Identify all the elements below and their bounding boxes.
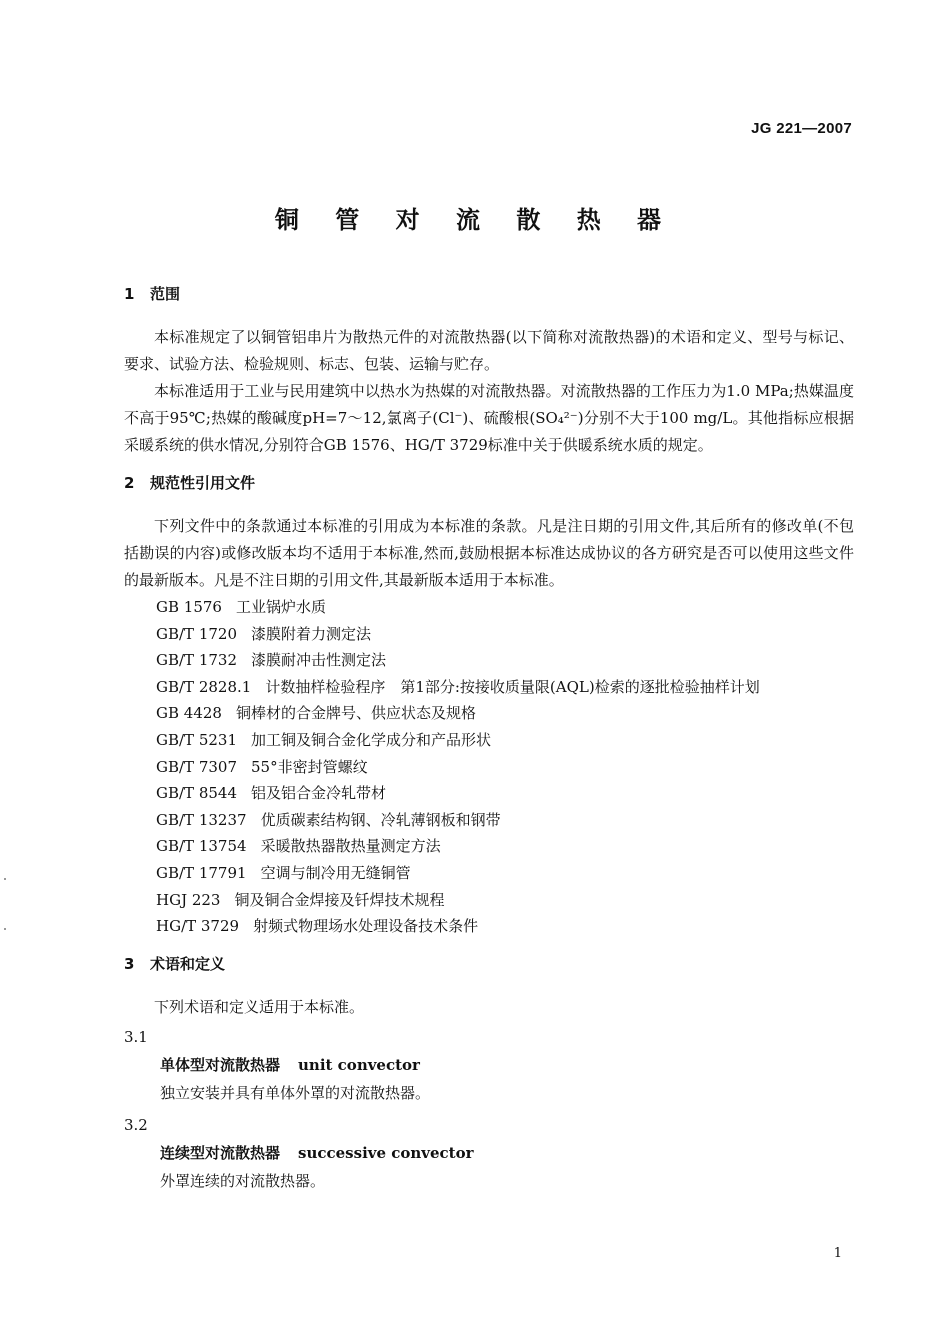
term-en: successive convector [298, 1143, 474, 1162]
reference-code: GB/T 1720 [156, 624, 238, 643]
clause-number: 3.2 [124, 1115, 148, 1134]
term-en: unit convector [298, 1055, 420, 1074]
reference-name: 55°非密封管螺纹 [251, 757, 368, 776]
document-body [124, 284, 854, 1191]
reference-name: 铜棒材的合金牌号、供应状态及规格 [235, 704, 476, 723]
reference-item [124, 754, 854, 781]
reference-code: GB/T 7307 [156, 757, 238, 776]
section-number: 3 [124, 954, 135, 973]
reference-code: GB/T 1732 [156, 651, 238, 670]
reference-code: GB/T 5231 [156, 730, 238, 749]
reference-name: 优质碳素结构钢、冷轧薄钢板和钢带 [260, 810, 501, 829]
reference-code: HG/T 3729 [156, 917, 240, 936]
reference-name: 射频式物理场水处理设备技术条件 [253, 917, 479, 936]
reference-code: GB 1576 [156, 598, 222, 616]
reference-name: 空调与制冷用无缝铜管 [260, 863, 411, 882]
section-number: 2 [124, 474, 135, 492]
reference-code: HGJ 223 [156, 890, 221, 909]
reference-name: 计数抽样检验程序 第1部分:按接收质量限(AQL)检索的逐批检验抽样计划 [265, 677, 760, 696]
paragraph: 本标准适用于工业与民用建筑中以热水为热媒的对流散热器。对流散热器的工作压力为1.0 MPa;热媒温度不高于95℃;热媒的酸碱度pH=7～12,氯离子(Cl⁻)、硫酸根(SO₄²⁻)分别不大于100 mg/L。其他指标应根据采暖系统的供水情况,分别符合GB 1576、HG/T 3729标准中关于供暖系统水质的规定。 [124, 382, 854, 454]
scan-speck [4, 878, 6, 880]
term-zh: 连续型对流散热器 [160, 1143, 281, 1162]
reference-name: 漆膜附着力测定法 [251, 624, 372, 643]
paragraph: 下列文件中的条款通过本标准的引用成为本标准的条款。凡是注日期的引用文件,其后所有的修改单(不包括勘误的内容)或修改版本均不适用于本标准,然而,鼓励根据本标准达成协议的各方研究是否可以使用这些文件的最新版本。凡是不注日期的引用文件,其最新版本适用于本标准。 [124, 517, 854, 589]
reference-item [124, 700, 854, 727]
term-definition: 外罩连续的对流散热器。 [160, 1171, 326, 1190]
section-title: 范围 [150, 285, 181, 303]
clause-number: 3.1 [124, 1027, 148, 1046]
term-definition: 独立安装并具有单体外罩的对流散热器。 [160, 1083, 431, 1102]
reference-item [124, 807, 854, 834]
reference-name: 工业锅炉水质 [235, 598, 326, 616]
reference-item [124, 727, 854, 754]
section-title: 规范性引用文件 [150, 474, 256, 492]
reference-list [124, 594, 854, 940]
section-2-heading [124, 473, 854, 493]
document-title: 铜 管 对 流 散 热 器 [274, 206, 676, 234]
section-3-heading [124, 954, 854, 974]
reference-name: 漆膜耐冲击性测定法 [251, 651, 387, 670]
reference-item [124, 594, 854, 621]
reference-code: GB/T 13754 [156, 837, 247, 856]
reference-item [124, 780, 854, 807]
paragraph: 本标准规定了以铜管铝串片为散热元件的对流散热器(以下简称对流散热器)的术语和定义、型号与标记、要求、试验方法、检验规则、标志、包装、运输与贮存。 [124, 328, 854, 373]
reference-code: GB/T 13237 [156, 810, 247, 829]
term-zh: 单体型对流散热器 [160, 1055, 281, 1074]
term-heading [124, 1143, 854, 1163]
reference-code: GB/T 2828.1 [156, 677, 252, 696]
term-heading [124, 1055, 854, 1075]
reference-code: GB 4428 [156, 704, 222, 723]
page-number: 1 [833, 1246, 842, 1261]
section-title: 术语和定义 [150, 954, 226, 973]
reference-item [124, 647, 854, 674]
section-1-heading [124, 284, 854, 304]
reference-item [124, 674, 854, 701]
reference-name: 铝及铝合金冷轧带材 [251, 784, 387, 803]
reference-item [124, 887, 854, 914]
reference-name: 铜及铜合金焊接及钎焊技术规程 [234, 890, 445, 909]
reference-item [124, 833, 854, 860]
reference-code: GB/T 8544 [156, 784, 238, 803]
scan-speck [4, 928, 6, 930]
reference-item [124, 913, 854, 940]
reference-item [124, 621, 854, 648]
reference-name: 加工铜及铜合金化学成分和产品形状 [251, 730, 492, 749]
paragraph: 下列术语和定义适用于本标准。 [154, 997, 365, 1016]
section-number: 1 [124, 285, 135, 303]
reference-item [124, 860, 854, 887]
reference-code: GB/T 17791 [156, 863, 247, 882]
reference-name: 采暖散热器散热量测定方法 [260, 837, 441, 856]
standard-code: JG 221—2007 [751, 120, 852, 137]
